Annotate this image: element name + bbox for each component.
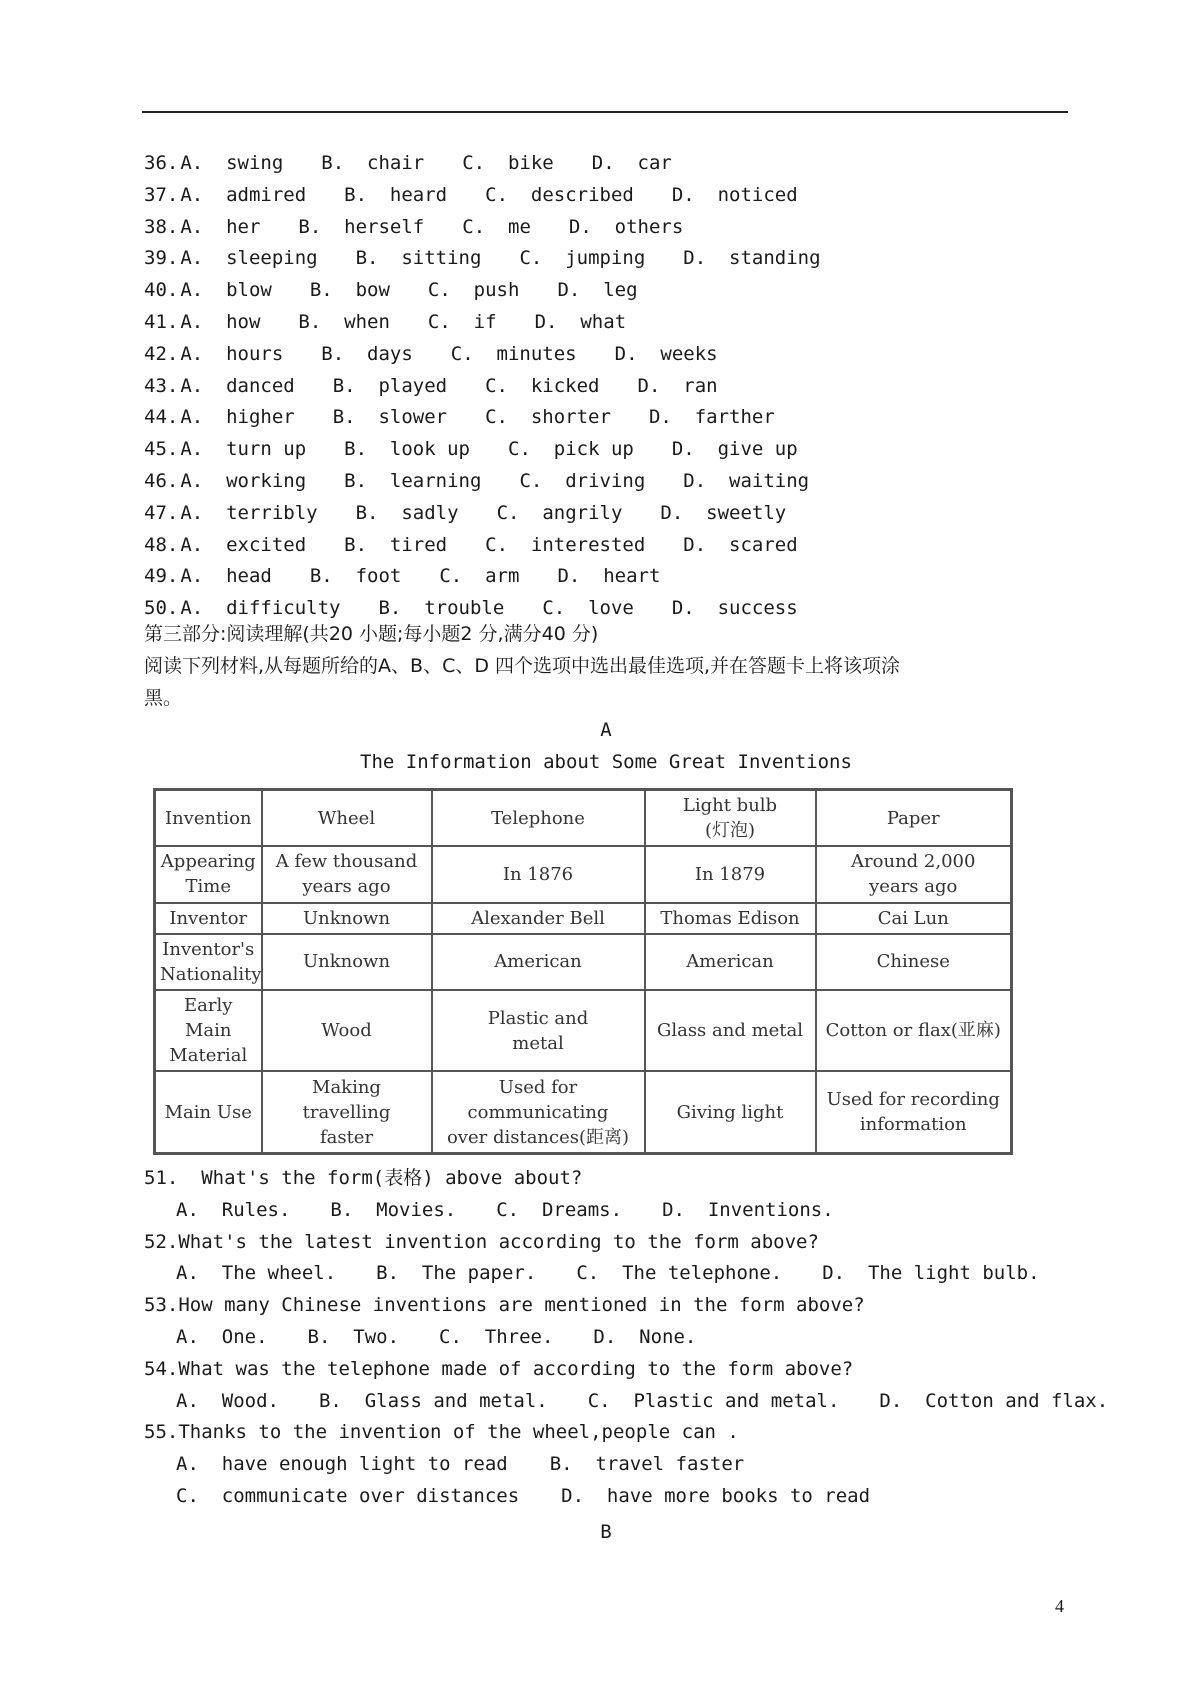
cloze-number: 39.: [144, 247, 179, 269]
cloze-option: D. standing: [683, 247, 821, 269]
cloze-number: 46.: [144, 470, 179, 492]
row-header-cell: Main Use: [155, 1071, 262, 1153]
cloze-option: C. driving: [519, 470, 646, 492]
cloze-option: B. days: [321, 343, 413, 365]
cloze-option: A. admired: [180, 184, 307, 206]
cloze-option: A. hours: [180, 343, 284, 365]
question-stem: 52.What's the latest invention according to the form above?: [144, 1231, 819, 1253]
cloze-row: [144, 501, 824, 525]
row-header-cell: Invention: [155, 790, 262, 847]
table-cell: Alexander Bell: [432, 903, 645, 934]
cloze-option: D. ran: [637, 375, 718, 397]
cloze-row: [144, 310, 664, 334]
cloze-option: A. blow: [180, 279, 272, 301]
table-cell: Cotton or flax(亚麻): [816, 990, 1012, 1071]
cloze-number: 36.: [144, 152, 179, 174]
cloze-row: [144, 183, 836, 207]
table-cell: Glass and metal: [645, 990, 816, 1071]
table-row: [155, 934, 1012, 990]
cloze-option: C. arm: [439, 565, 520, 587]
table-cell: Wheel: [262, 790, 432, 847]
table-cell: Used for communicating over distances(距离): [432, 1071, 645, 1153]
cloze-option: A. swing: [180, 152, 284, 174]
table-cell: Plastic and metal: [432, 990, 645, 1071]
cloze-row: [144, 246, 859, 270]
question-option: C. Plastic and metal.: [587, 1390, 840, 1412]
cloze-option: C. described: [485, 184, 634, 206]
table-cell: Unknown: [262, 903, 432, 934]
cloze-option: B. look up: [344, 438, 471, 460]
cloze-option: C. minutes: [450, 343, 577, 365]
page-number: 4: [1055, 1596, 1064, 1616]
cloze-option: B. played: [332, 375, 448, 397]
table-cell: American: [645, 934, 816, 990]
cloze-option: D. what: [534, 311, 627, 333]
question-options-row: [176, 1198, 874, 1222]
cloze-row: [144, 342, 756, 366]
cloze-option: C. push: [427, 279, 520, 301]
cloze-option: D. farther: [648, 406, 775, 428]
question-option: B. travel faster: [549, 1453, 745, 1475]
table-cell: Used for recording information: [816, 1071, 1012, 1153]
question-option: A. Rules.: [176, 1199, 291, 1221]
question-option: C. The telephone.: [576, 1262, 783, 1284]
cloze-row: [144, 564, 698, 588]
question-options-row: [176, 1452, 786, 1476]
question-option: B. Movies.: [330, 1199, 457, 1221]
cloze-option: C. me: [462, 216, 531, 238]
question-stem: 54.What was the telephone made of according to the form above?: [144, 1358, 854, 1380]
passage-a-title: The Information about Some Great Inventions: [360, 751, 852, 773]
cloze-option: A. excited: [180, 534, 307, 556]
cloze-number: 43.: [144, 375, 179, 397]
question-stem: 51. What's the form(表格) above about?: [144, 1167, 583, 1189]
table-cell: Thomas Edison: [645, 903, 816, 934]
table-cell: Telephone: [432, 790, 645, 847]
question-option: B. Glass and metal.: [318, 1390, 548, 1412]
passage-b-letter: B: [600, 1521, 612, 1543]
cloze-row: [144, 215, 721, 239]
cloze-number: 37.: [144, 184, 179, 206]
question-option: C. communicate over distances: [176, 1485, 520, 1507]
table-cell: Light bulb (灯泡): [645, 790, 816, 847]
table-row: [155, 846, 1012, 902]
cloze-option: D. sweetly: [660, 502, 787, 524]
cloze-option: A. sleeping: [180, 247, 318, 269]
question-stem: 55.Thanks to the invention of the wheel,people can .: [144, 1421, 739, 1443]
question-option: D. The light bulb.: [822, 1262, 1040, 1284]
table-cell: In 1876: [432, 846, 645, 902]
cloze-number: 40.: [144, 279, 179, 301]
table-cell: Giving light: [645, 1071, 816, 1153]
cloze-number: 47.: [144, 502, 179, 524]
cloze-row: [144, 278, 676, 302]
table-cell: Unknown: [262, 934, 432, 990]
table-cell: Around 2,000 years ago: [816, 846, 1012, 902]
question-options-row: [176, 1389, 1148, 1413]
cloze-option: D. leg: [557, 279, 638, 301]
cloze-option: B. when: [298, 311, 390, 333]
row-header-cell: Early Main Material: [155, 990, 262, 1071]
question-options-row: [176, 1261, 1080, 1285]
cloze-option: C. angrily: [496, 502, 623, 524]
table-row: [155, 903, 1012, 934]
cloze-option: A. her: [180, 216, 261, 238]
table-cell: Paper: [816, 790, 1012, 847]
cloze-option: D. others: [568, 216, 684, 238]
cloze-option: B. trouble: [378, 597, 505, 619]
cloze-option: B. slower: [332, 406, 448, 428]
cloze-option: A. turn up: [180, 438, 307, 460]
cloze-row: [144, 151, 710, 175]
row-header-cell: Inventor's Nationality: [155, 934, 262, 990]
cloze-option: B. tired: [344, 534, 448, 556]
cloze-row: [144, 405, 813, 429]
cloze-option: C. interested: [485, 534, 646, 556]
cloze-option: A. how: [180, 311, 261, 333]
question-option: B. Two.: [307, 1326, 400, 1348]
cloze-option: A. higher: [180, 406, 295, 428]
cloze-option: C. if: [427, 311, 497, 333]
cloze-option: A. danced: [180, 375, 295, 397]
cloze-option: B. foot: [309, 565, 402, 587]
cloze-option: D. give up: [671, 438, 798, 460]
table-cell: A few thousand years ago: [262, 846, 432, 902]
cloze-row: [144, 533, 836, 557]
cloze-option: D. scared: [683, 534, 798, 556]
question-option: D. Cotton and flax.: [879, 1390, 1109, 1412]
row-header-cell: Appearing Time: [155, 846, 262, 902]
question-option: A. The wheel.: [176, 1262, 337, 1284]
cloze-option: D. weeks: [614, 343, 718, 365]
question-stem: 53.How many Chinese inventions are mentioned in the form above?: [144, 1294, 865, 1316]
question-option: D. Inventions.: [662, 1199, 834, 1221]
inventions-table: [153, 788, 1013, 1155]
cloze-option: D. car: [591, 152, 672, 174]
cloze-option: B. sitting: [355, 247, 482, 269]
passage-a-letter: A: [600, 719, 612, 741]
cloze-option: A. head: [180, 565, 272, 587]
cloze-option: B. heard: [344, 184, 448, 206]
cloze-row: [144, 437, 836, 461]
cloze-option: C. love: [542, 597, 634, 619]
cloze-row: [144, 596, 836, 620]
table-cell: Chinese: [816, 934, 1012, 990]
question-option: D. have more books to read: [561, 1485, 871, 1507]
header-rule: [142, 111, 1068, 113]
cloze-option: D. heart: [557, 565, 661, 587]
instructions-line-1: 阅读下列材料,从每题所给的A、B、C、D 四个选项中选出最佳选项,并在答题卡上将该项涂: [144, 655, 901, 677]
cloze-row: [144, 374, 756, 398]
cloze-option: D. success: [671, 597, 798, 619]
cloze-option: D. waiting: [683, 470, 810, 492]
cloze-number: 42.: [144, 343, 179, 365]
question-option: C. Three.: [439, 1326, 554, 1348]
cloze-number: 50.: [144, 597, 179, 619]
row-header-cell: Inventor: [155, 903, 262, 934]
cloze-option: C. jumping: [519, 247, 646, 269]
table-row: [155, 790, 1012, 847]
question-options-row: [176, 1325, 736, 1349]
instructions-line-2: 黑。: [144, 687, 183, 709]
question-option: D. None.: [593, 1326, 697, 1348]
cloze-number: 49.: [144, 565, 179, 587]
cloze-number: 41.: [144, 311, 179, 333]
question-option: A. One.: [176, 1326, 268, 1348]
cloze-option: B. sadly: [355, 502, 459, 524]
cloze-number: 48.: [144, 534, 179, 556]
table-cell: Making travelling faster: [262, 1071, 432, 1153]
cloze-option: B. learning: [344, 470, 482, 492]
table-cell: Wood: [262, 990, 432, 1071]
cloze-option: B. herself: [298, 216, 425, 238]
question-options-row: [176, 1484, 912, 1508]
cloze-number: 44.: [144, 406, 179, 428]
cloze-number: 45.: [144, 438, 179, 460]
cloze-option: B. bow: [309, 279, 390, 301]
cloze-row: [144, 469, 847, 493]
cloze-option: C. pick up: [508, 438, 634, 460]
cloze-number: 38.: [144, 216, 179, 238]
cloze-option: C. shorter: [485, 406, 611, 428]
cloze-option: A. terribly: [180, 502, 318, 524]
table-cell: American: [432, 934, 645, 990]
section-heading: 第三部分:阅读理解(共20 小题;每小题2 分,满分40 分): [144, 623, 599, 645]
cloze-option: D. noticed: [671, 184, 798, 206]
table-cell: In 1879: [645, 846, 816, 902]
cloze-option: C. bike: [462, 152, 554, 174]
table-cell: Cai Lun: [816, 903, 1012, 934]
cloze-option: B. chair: [321, 152, 425, 174]
cloze-option: A. working: [180, 470, 307, 492]
question-option: B. The paper.: [376, 1262, 537, 1284]
question-option: C. Dreams.: [496, 1199, 623, 1221]
question-option: A. have enough light to read: [176, 1453, 508, 1475]
question-option: A. Wood.: [176, 1390, 279, 1412]
table-row: [155, 1071, 1012, 1153]
table-row: [155, 990, 1012, 1071]
cloze-option: A. difficulty: [180, 597, 341, 619]
cloze-option: C. kicked: [485, 375, 600, 397]
